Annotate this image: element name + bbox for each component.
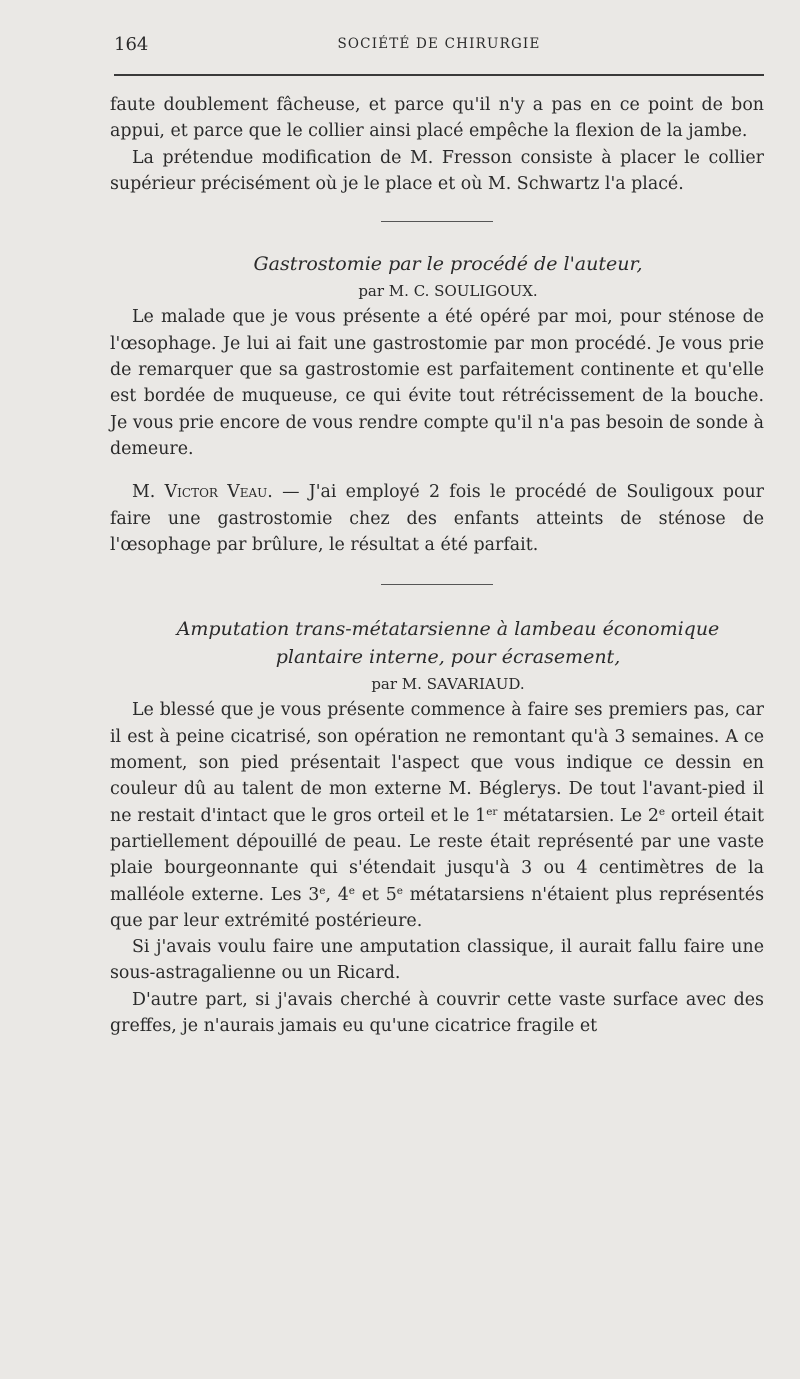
paragraph <box>110 479 764 558</box>
section-divider <box>381 221 493 222</box>
paragraph: faute doublement fâcheuse, et parce qu'il n'y a pas en ce point de bon appui, et parce que le collier ainsi placé empêche la flexion de la jambe. <box>110 95 764 142</box>
speaker-name: M. Victor Veau. <box>132 482 273 503</box>
paragraph: La prétendue modification de M. Fresson consiste à placer le collier supérieur précisément où je le place et où M. Schwartz l'a placé. <box>110 147 764 194</box>
paragraph-text: — J'ai employé 2 fois le procédé de Souligoux pour faire une gastrostomie chez des enfants atteints de sténose de l'œsophage par brûlure, le résultat a été parfait. <box>110 482 764 555</box>
article-author: par M. C. SOULIGOUX. <box>358 282 538 301</box>
article-title: Gastrostomie par le procédé de l'auteur, <box>253 253 643 276</box>
paragraph: Le blessé que je vous présente commence à faire ses premiers pas, car il est à peine cicatrisé, son opération ne remontant qu'à 3 semaines. A ce moment, son pied présentait l'aspect que vous indique ce dessin en couleur dû au talent de mon externe M. Béglerys. De tout l'avant-pied il ne restait d'intact que le gros orteil et le 1er métatarsien. Le 2e orteil était partiellement dépouillé de peau. Le reste était représenté par une vaste plaie bourgeonnante qui s'étendait jusqu'à 3 ou 4 centimètres de la malléole externe. Les 3e, 4e et 5e métatarsiens n'étaient plus représentés que par leur extrémité postérieure. <box>110 700 764 931</box>
page-header <box>114 34 764 58</box>
section-divider <box>381 584 493 585</box>
header-rule <box>114 74 764 76</box>
running-head: SOCIÉTÉ DE CHIRURGIE <box>337 36 541 52</box>
paragraph: Si j'avais voulu faire une amputation classique, il aurait fallu faire une sous-astragalienne ou un Ricard. <box>110 937 764 984</box>
page-body <box>110 92 764 1039</box>
article-title-line: plantaire interne, pour écrasement, <box>275 646 621 669</box>
paragraph: Le malade que je vous présente a été opéré par moi, pour sténose de l'œsophage. Je lui ai fait une gastrostomie par mon procédé. Je vous prie de remarquer que sa gastrostomie est parfaitement continente et qu'elle est bordée de muqueuse, ce qui évite tout rétrécissement de la bouche. Je vous prie encore de vous rendre compte qu'il n'a pas besoin de sonde à demeure. <box>110 307 764 459</box>
article-title-line: Amputation trans-métatarsienne à lambeau économique <box>176 618 720 641</box>
page-number: 164 <box>114 34 149 55</box>
paragraph: D'autre part, si j'avais cherché à couvrir cette vaste surface avec des greffes, je n'aurais jamais eu qu'une cicatrice fragile et <box>110 989 764 1037</box>
article-author: par M. SAVARIAUD. <box>371 675 525 694</box>
